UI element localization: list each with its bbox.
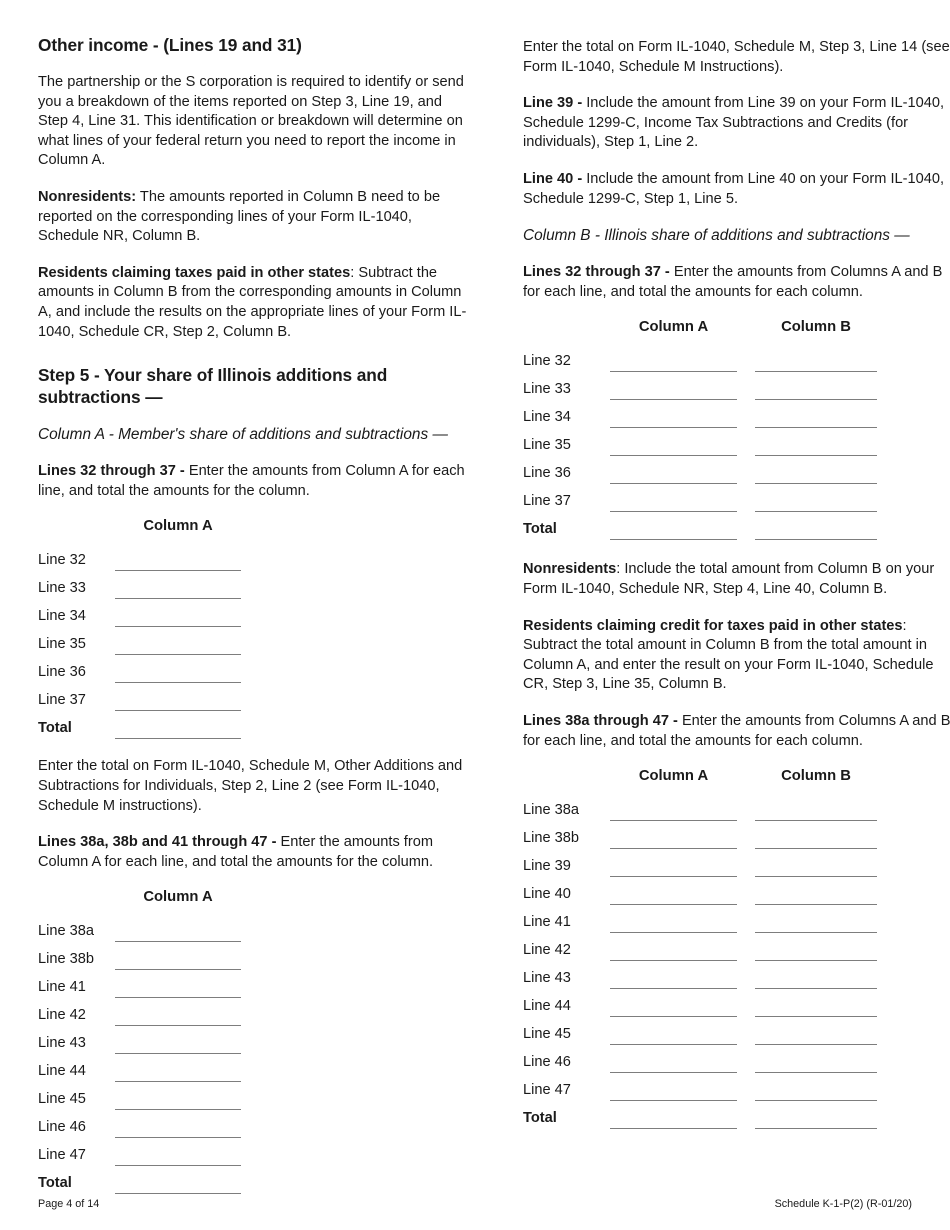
table-row — [38, 1026, 475, 1054]
amount-blank-column-a[interactable] — [610, 441, 737, 456]
row-label: Line 37 — [523, 493, 571, 510]
row-label-total: Total — [38, 1175, 72, 1192]
header-gap — [737, 319, 755, 335]
row-label: Line 42 — [523, 942, 571, 959]
amount-blank-column-b[interactable] — [755, 862, 877, 877]
amount-blank-column-a[interactable] — [610, 469, 737, 484]
row-label-total: Total — [38, 720, 72, 737]
table-row — [523, 849, 950, 877]
residents-label: Residents claiming taxes paid in other states — [38, 264, 351, 281]
row-label: Line 45 — [38, 1091, 86, 1108]
table-lines-38a-47-columns-ab — [523, 768, 950, 1129]
table-row — [523, 456, 950, 484]
amount-blank-column-a[interactable] — [115, 556, 241, 571]
row-label: Line 41 — [38, 979, 86, 996]
row-label: Line 33 — [523, 381, 571, 398]
amount-blank-column-a[interactable] — [610, 946, 737, 961]
amount-blank-column-a[interactable] — [610, 890, 737, 905]
amount-blank-column-a[interactable] — [610, 497, 737, 512]
line-40-instruction — [523, 170, 950, 209]
table-lines-38-47-column-a — [38, 889, 475, 1194]
amount-blank-column-b[interactable] — [755, 1030, 877, 1045]
table-row — [523, 372, 950, 400]
amount-blank-column-b[interactable] — [755, 974, 877, 989]
row-label: Line 47 — [523, 1082, 571, 1099]
table-row — [38, 1082, 475, 1110]
amount-blank-column-a[interactable] — [610, 1086, 737, 1101]
table-header-row — [523, 319, 950, 335]
table-lines-32-37-column-a — [38, 518, 475, 739]
row-label: Line 38b — [523, 830, 579, 847]
amount-blank-column-b[interactable] — [755, 469, 877, 484]
row-label: Line 41 — [523, 914, 571, 931]
line-39-text: Include the amount from Line 39 on your Form IL-1040, Schedule 1299-C, Income Tax Subtractions and Credits (for individuals), Step 1, Line 2. — [523, 95, 945, 151]
total-blank-column-b[interactable] — [755, 1114, 877, 1129]
table-row-total — [523, 1101, 950, 1129]
row-label: Line 35 — [38, 636, 86, 653]
right-column — [523, 34, 950, 1133]
page-footer — [38, 1198, 912, 1210]
table-row-total — [38, 1166, 475, 1194]
line-40-label: Line 40 - — [523, 170, 583, 187]
amount-blank-column-a[interactable] — [610, 1002, 737, 1017]
nonresidents-paragraph — [38, 188, 475, 247]
row-label: Line 39 — [523, 858, 571, 875]
amount-blank-column-b[interactable] — [755, 834, 877, 849]
nonresidents-paragraph-b — [523, 560, 950, 599]
table-row — [523, 1073, 950, 1101]
table-row — [38, 543, 475, 571]
nonresidents-label-b: Nonresidents — [523, 561, 617, 578]
table-row — [523, 400, 950, 428]
total-blank-column-b[interactable] — [755, 525, 877, 540]
other-income-heading: Other income - (Lines 19 and 31) — [38, 35, 302, 55]
table-row — [523, 1017, 950, 1045]
amount-blank-column-a[interactable] — [115, 612, 241, 627]
row-label: Line 42 — [38, 1007, 86, 1024]
amount-blank-column-b[interactable] — [755, 385, 877, 400]
table-row — [523, 344, 950, 372]
nonresidents-text: The amounts reported in Column B need to be reported on the corresponding lines of your Form IL-1040, Schedule NR, Column B. — [38, 188, 441, 245]
table-row — [38, 1054, 475, 1082]
amount-blank-column-b[interactable] — [755, 1086, 877, 1101]
row-label: Line 47 — [38, 1147, 86, 1164]
table-header-row — [523, 768, 950, 784]
table-row — [523, 877, 950, 905]
table-row — [523, 484, 950, 512]
lines-38a-47-instruction — [523, 712, 950, 751]
row-label: Line 33 — [38, 580, 86, 597]
row-label: Line 38a — [38, 923, 94, 940]
table-header-row — [38, 889, 475, 905]
schedule-m-total-note: Enter the total on Form IL-1040, Schedule M, Other Additions and Subtractions for Individuals, Step 2, Line 2 (see Form IL-1040, Schedule M instructions). — [38, 758, 463, 814]
table-row — [38, 998, 475, 1026]
table-row — [38, 571, 475, 599]
amount-blank-column-a[interactable] — [115, 584, 241, 599]
amount-blank-column-a[interactable] — [115, 955, 241, 970]
table-row — [523, 905, 950, 933]
table-row — [523, 961, 950, 989]
row-label: Line 45 — [523, 1026, 571, 1043]
nonresidents-text-b: : Include the total amount from Column B on your Form IL-1040, Schedule NR, Step 4, Line 40, Column B. — [523, 561, 935, 597]
amount-blank-column-b[interactable] — [755, 441, 877, 456]
table-row — [38, 1110, 475, 1138]
amount-blank-column-a[interactable] — [115, 1095, 241, 1110]
lines-38a-47-text: Enter the amounts from Columns A and B for each line, and total the amounts for each column. — [523, 712, 950, 749]
column-a-header: Column A — [143, 518, 213, 535]
row-label: Line 46 — [523, 1054, 571, 1071]
lines-32-37-text-b: Enter the amounts from Columns A and B for each line, and total the amounts for each column. — [523, 264, 943, 300]
amount-blank-column-a[interactable] — [610, 974, 737, 989]
lines-32-37-label-b: Lines 32 through 37 - — [523, 264, 670, 281]
amount-blank-column-a[interactable] — [610, 413, 737, 428]
step5-heading: Step 5 - Your share of Illinois additions and subtractions — — [38, 365, 388, 408]
two-column-layout — [38, 34, 950, 1198]
lines-32-37-instruction — [38, 462, 475, 501]
amount-blank-column-b[interactable] — [755, 1002, 877, 1017]
header-spacer — [38, 889, 115, 905]
amount-blank-column-a[interactable] — [610, 1058, 737, 1073]
table-row — [38, 599, 475, 627]
row-label: Line 36 — [38, 664, 86, 681]
total-blank-column-a[interactable] — [115, 1179, 241, 1194]
table-row-total — [523, 512, 950, 540]
amount-blank-column-b[interactable] — [755, 357, 877, 372]
amount-blank-column-a[interactable] — [115, 668, 241, 683]
table-row — [523, 821, 950, 849]
amount-blank-column-a[interactable] — [610, 357, 737, 372]
table-row-total — [38, 711, 475, 739]
amount-blank-column-a[interactable] — [610, 918, 737, 933]
amount-blank-column-a[interactable] — [610, 1030, 737, 1045]
lines-32-37-text: Enter the amounts from Column A for each line, and total the amounts for the column. — [38, 463, 465, 499]
table-row — [523, 1045, 950, 1073]
amount-blank-column-a[interactable] — [115, 696, 241, 711]
line-39-label: Line 39 - — [523, 95, 583, 112]
header-spacer — [523, 768, 610, 784]
table-header-row — [38, 518, 475, 534]
table-row — [523, 793, 950, 821]
column-a-subheading: Column A - Member's share of additions and subtractions — — [38, 426, 448, 444]
column-b-header: Column B — [781, 768, 851, 785]
amount-blank-column-a[interactable] — [115, 1067, 241, 1082]
row-label: Line 44 — [523, 998, 571, 1015]
amount-blank-column-a[interactable] — [610, 385, 737, 400]
row-label: Line 44 — [38, 1063, 86, 1080]
row-label: Line 32 — [38, 552, 86, 569]
row-label: Line 32 — [523, 353, 571, 370]
amount-blank-column-a[interactable] — [610, 862, 737, 877]
table-row — [523, 933, 950, 961]
footer-form-id: Schedule K-1-P(2) (R-01/20) — [774, 1198, 912, 1210]
column-a-header: Column A — [143, 889, 213, 906]
row-label-total: Total — [523, 521, 557, 538]
amount-blank-column-b[interactable] — [755, 1058, 877, 1073]
row-label: Line 36 — [523, 465, 571, 482]
row-label: Line 34 — [523, 409, 571, 426]
table-row — [38, 942, 475, 970]
nonresidents-label: Nonresidents: — [38, 188, 137, 205]
amount-blank-column-a[interactable] — [115, 1151, 241, 1166]
amount-blank-column-a[interactable] — [610, 834, 737, 849]
residents-text-b: : Subtract the total amount in Column B from the total amount in Column A, and enter the result on your Form IL-1040, Schedule CR, Step 3, Line 35, Column B. — [523, 617, 934, 693]
amount-blank-column-a[interactable] — [115, 983, 241, 998]
total-blank-column-a[interactable] — [610, 525, 737, 540]
other-income-paragraph: The partnership or the S corporation is required to identify or send you a breakdown of the items reported on Step 3, Line 19, and Step 4, Line 31. This identification or breakdown will determine on what lines of your federal return you need to report the income in Column A. — [38, 74, 464, 169]
amount-blank-column-b[interactable] — [755, 946, 877, 961]
amount-blank-column-b[interactable] — [755, 497, 877, 512]
amount-blank-column-a[interactable] — [115, 640, 241, 655]
lines-38a-47-label: Lines 38a through 47 - — [523, 712, 678, 729]
amount-blank-column-b[interactable] — [755, 413, 877, 428]
row-label: Line 34 — [38, 608, 86, 625]
lines-38-47-text: Enter the amounts from Column A for each line, and total the amounts for the column. — [38, 834, 434, 870]
header-spacer — [523, 319, 610, 335]
table-row — [523, 428, 950, 456]
row-label: Line 43 — [38, 1035, 86, 1052]
column-a-header: Column A — [638, 319, 709, 336]
table-row — [38, 683, 475, 711]
total-blank-column-a[interactable] — [115, 724, 241, 739]
row-label: Line 38a — [523, 802, 579, 819]
amount-blank-column-a[interactable] — [115, 927, 241, 942]
amount-blank-column-a[interactable] — [115, 1039, 241, 1054]
amount-blank-column-a[interactable] — [115, 1011, 241, 1026]
footer-page-number: Page 4 of 14 — [38, 1198, 100, 1210]
column-b-subheading: Column B - Illinois share of additions and subtractions — — [523, 227, 910, 245]
left-column — [38, 34, 475, 1198]
row-label: Line 43 — [523, 970, 571, 987]
header-spacer — [38, 518, 115, 534]
amount-blank-column-b[interactable] — [755, 918, 877, 933]
lines-32-37-instruction-b — [523, 263, 950, 302]
table-lines-32-37-columns-ab — [523, 319, 950, 540]
row-label: Line 46 — [38, 1119, 86, 1136]
total-blank-column-a[interactable] — [610, 1114, 737, 1129]
amount-blank-column-b[interactable] — [755, 890, 877, 905]
row-label: Line 40 — [523, 886, 571, 903]
header-gap — [737, 768, 755, 784]
residents-text: : Subtract the amounts in Column B from the corresponding amounts in Column A, and include the results on the appropriate lines of your Form IL-1040, Schedule CR, Step 2, Column B. — [38, 264, 467, 340]
schedule-m-step3-note: Enter the total on Form IL-1040, Schedule M, Step 3, Line 14 (see Form IL-1040, Schedule M Instructions). — [523, 39, 950, 75]
lines-38-47-instruction — [38, 833, 475, 872]
amount-blank-column-b[interactable] — [755, 806, 877, 821]
column-a-header: Column A — [638, 768, 709, 785]
row-label: Line 37 — [38, 692, 86, 709]
column-b-header: Column B — [781, 319, 851, 336]
line-40-text: Include the amount from Line 40 on your Form IL-1040, Schedule 1299-C, Step 1, Line 5. — [523, 170, 945, 207]
table-row — [38, 1138, 475, 1166]
row-label-total: Total — [523, 1110, 557, 1127]
table-row — [38, 627, 475, 655]
residents-paragraph-b — [523, 617, 950, 695]
table-row — [38, 914, 475, 942]
lines-38-47-label: Lines 38a, 38b and 41 through 47 - — [38, 834, 277, 851]
table-row — [523, 989, 950, 1017]
amount-blank-column-a[interactable] — [115, 1123, 241, 1138]
residents-paragraph — [38, 264, 475, 342]
row-label: Line 35 — [523, 437, 571, 454]
amount-blank-column-a[interactable] — [610, 806, 737, 821]
line-39-instruction — [523, 94, 950, 153]
table-row — [38, 655, 475, 683]
row-label: Line 38b — [38, 951, 94, 968]
residents-label-b: Residents claiming credit for taxes paid in other states — [523, 617, 903, 634]
lines-32-37-label: Lines 32 through 37 - — [38, 463, 185, 480]
table-row — [38, 970, 475, 998]
